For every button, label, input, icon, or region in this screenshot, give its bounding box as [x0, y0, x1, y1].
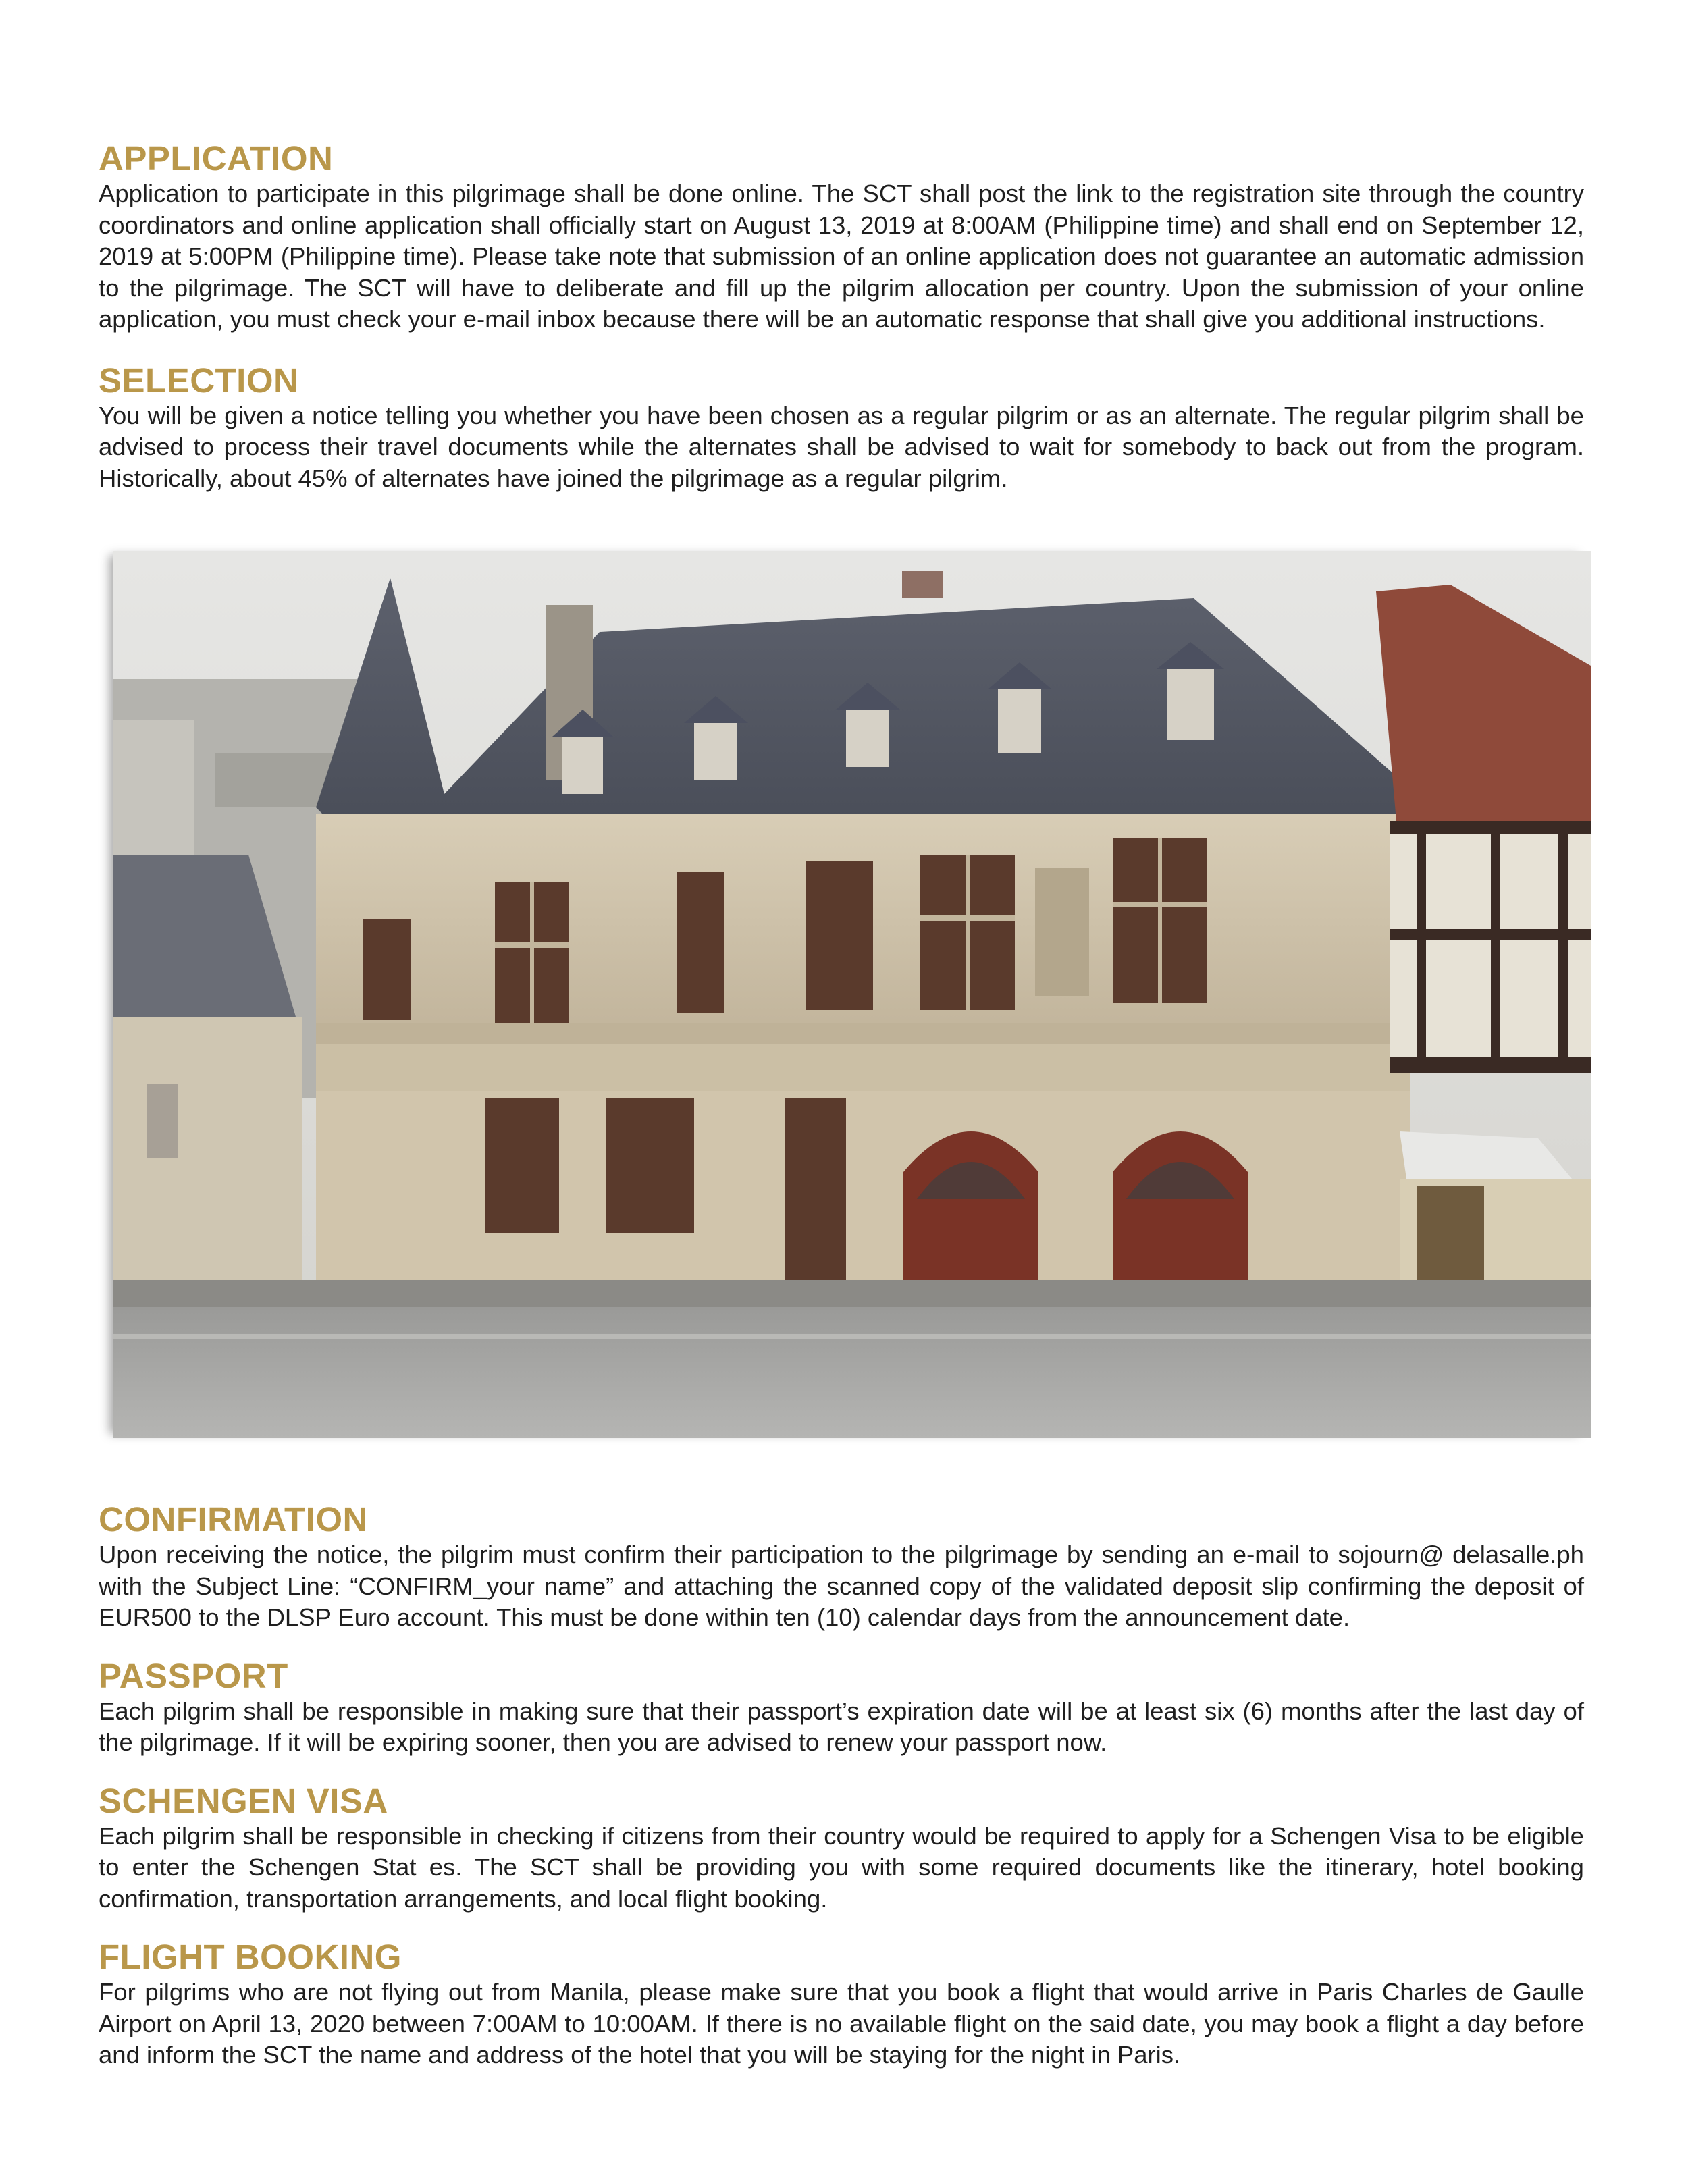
- section-schengen-visa: [99, 1782, 1584, 1915]
- building-illustration: [113, 551, 1591, 1438]
- section-heading: PASSPORT: [99, 1656, 288, 1695]
- document-bottom: [99, 1500, 1584, 2071]
- section-confirmation: [99, 1500, 1584, 1634]
- section-heading: FLIGHT BOOKING: [99, 1938, 402, 1976]
- section-flight-booking: [99, 1938, 1584, 2071]
- section-body: You will be given a notice telling you whether you have been chosen as a regular pilgrim or as an alternate. The regular pilgrim shall be advised to process their travel documents while the alternates shall be advised to wait for somebody to back out from the program. Historically, about 45% of alternates have joined the pilgrimage as a regular pilgrim.: [99, 401, 1584, 492]
- section-body: For pilgrims who are not flying out from Manila, please make sure that you book a flight that would arrive in Paris Charles de Gaulle Airport on April 13, 2020 between 7:00AM to 10:00AM. If there is no available flight on the said date, you may book a flight a day before and inform the SCT the name and address of the hotel that you will be staying for the night in Paris.: [99, 1978, 1584, 2069]
- section-heading: APPLICATION: [99, 139, 334, 178]
- section-body: Application to participate in this pilgrimage shall be done online. The SCT shall post the link to the registration site through the country coordinators and online application shall officially start on August 13, 2019 at 8:00AM (Philippine time) and shall end on September 12, 2019 at 5:00PM (Philippine time). Please take note that submission of an online application does not guarantee an automatic admission to the pilgrimage. The SCT will have to deliberate and fill up the pilgrim allocation per country. Upon the submission of your online application, you must check your e-mail inbox because there will be an automatic response that shall give you additional instructions.: [99, 180, 1584, 333]
- building-photo: [113, 551, 1591, 1438]
- section-heading: SELECTION: [99, 361, 299, 400]
- section-body: Each pilgrim shall be responsible in making sure that their passport’s expiration date will be at least six (6) months after the last day of the pilgrimage. If it will be expiring sooner, then you are advised to renew your passport now.: [99, 1697, 1584, 1756]
- section-heading: SCHENGEN VISA: [99, 1781, 388, 1820]
- section-body: Each pilgrim shall be responsible in checking if citizens from their country would be required to apply for a Schengen Visa to be eligible to enter the Schengen Stat es. The SCT shall be providing you with some required documents like the itinerary, hotel booking confirmation, transportation arrangements, and local flight booking.: [99, 1821, 1584, 1913]
- section-passport: [99, 1657, 1584, 1759]
- section-body: Upon receiving the notice, the pilgrim must confirm their participation to the pilgrimage by sending an e-mail to sojourn@ delasalle.ph with the Subject Line: “CONFIRM_your name” and attaching the scanned copy of the validated deposit slip confirming the deposit of EUR500 to the DLSP Euro account. This must be done within ten (10) calendar days from the announcement date.: [99, 1541, 1584, 1631]
- document-top: [99, 139, 1584, 1438]
- section-application: [99, 139, 1584, 336]
- section-selection: [99, 361, 1584, 495]
- section-heading: CONFIRMATION: [99, 1500, 368, 1539]
